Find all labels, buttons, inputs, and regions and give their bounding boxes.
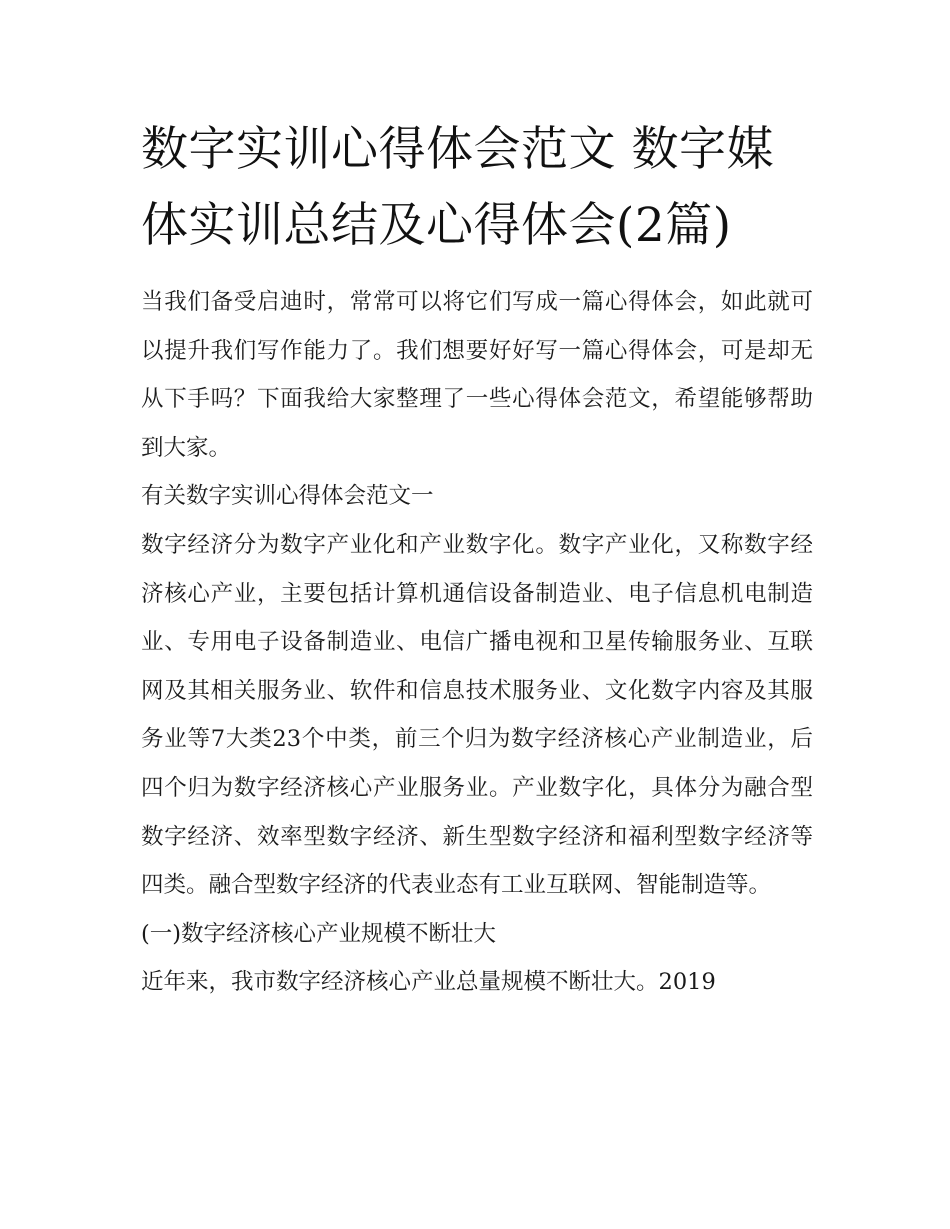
body-paragraph-continued: 近年来，我市数字经济核心产业总量规模不断壮大。2019 — [141, 969, 716, 996]
subsection-heading: (一)数字经济核心产业规模不断壮大 — [141, 920, 497, 947]
document-title: 数字实训心得体会范文 数字媒体实训总结及心得体会(2篇) — [141, 122, 774, 253]
body-paragraph: 数字经济分为数字产业化和产业数字化。数字产业化，又称数字经济核心产业，主要包括计算机通信设备制造业、电子信息机电制造业、专用电子设备制造业、电信广播电视和卫星传输服务业、互联网及其相关服务业、软件和信息技术服务业、文化数字内容及其服务业等7大类23个中类，前三个归为数字经济核心产业制造业，后四个归为数字经济核心产业服务业。产业数字化，具体分为融合型数字经济、效率型数字经济、新生型数字经济和福利型数字经济等四类。融合型数字经济的代表业态有工业互联网、智能制造等。 — [141, 531, 813, 899]
section-heading: 有关数字实训心得体会范文一 — [141, 483, 434, 510]
intro-paragraph: 当我们备受启迪时，常常可以将它们写成一篇心得体会，如此就可以提升我们写作能力了。我们想要好好写一篇心得体会，可是却无从下手吗？下面我给大家整理了一些心得体会范文，希望能够帮助到大家。 — [141, 289, 813, 461]
document-body — [141, 112, 813, 1007]
